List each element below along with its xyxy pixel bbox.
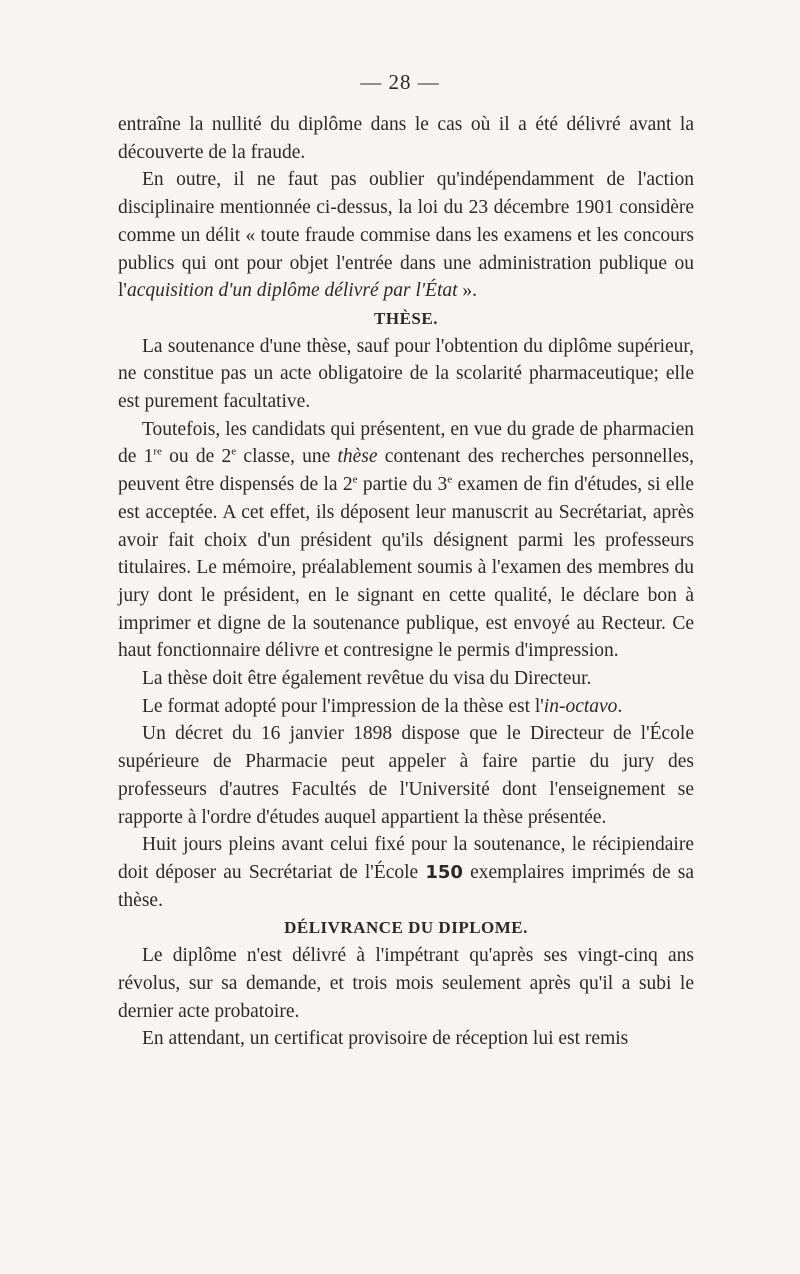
paragraph-decret: Un décret du 16 janvier 1898 dispose que le Directeur de l'École supérieure de Pharmacie peut appeler à faire partie du jury des professeurs d'autres Facultés de l'Université dont l'enseignement se rapporte à l'ordre d'études auquel appartient la thèse présentée. xyxy=(118,723,694,828)
paragraph-diplome: Le diplôme n'est délivré à l'impétrant qu'après ses vingt-cinq ans révolus, sur sa demande, et trois mois seulement après qu'il a subi le dernier acte probatoire. xyxy=(118,945,694,1022)
italic-word: in-octavo xyxy=(543,695,618,717)
paragraph-text: En outre, il ne faut pas oublier qu'indépendamment de l'action disciplinaire mentionnée ci-dessus, la loi du 23 décembre 1901 considère comme un délit « toute fraude commise dans les examens et les concours publics qui ont pour objet l'entrée dans une administration publique ou l' xyxy=(118,169,694,302)
section-heading-delivrance: DÉLIVRANCE DU DIPLOME. xyxy=(284,918,528,938)
paragraph-text: Huit jours pleins avant celui fixé pour la soutenance, le récipiendaire doit déposer au Secrétariat de l'École xyxy=(118,834,694,883)
italic-phrase: acquisition d'un diplôme délivré par l'État xyxy=(126,280,458,302)
paragraph-text: partie du 3 xyxy=(357,474,448,496)
superscript: re xyxy=(153,445,162,458)
paragraph-continuation: entraîne la nullité du diplôme dans le cas où il a été délivré avant la découverte de la fraude. xyxy=(118,114,694,163)
paragraph-text: Le format adopté pour l'impression de la thèse est l' xyxy=(142,695,544,717)
paragraph-end: . xyxy=(617,695,623,717)
paragraph-visa: La thèse doit être également revêtue du visa du Directeur. xyxy=(142,668,592,690)
paragraph-exemplaires xyxy=(118,831,694,914)
paragraph-certificat: En attendant, un certificat provisoire de réception lui est remis xyxy=(142,1028,629,1050)
paragraph-text: ou de 2 xyxy=(161,446,232,468)
paragraph-text: Toutefois, les candidats qui présentent, en vue du grade de pharmacien de 1 xyxy=(118,418,694,468)
copies-count: 150 xyxy=(425,861,463,883)
section-heading-these: THÈSE. xyxy=(374,308,438,328)
superscript: e xyxy=(447,473,453,486)
paragraph-candidats xyxy=(118,416,694,665)
superscript: e xyxy=(352,473,358,486)
paragraph-text: examen de fin d'études, si elle est acceptée. A cet effet, ils déposent leur manuscrit au Secrétariat, après avoir fait choix d'un président qu'ils désignent parmi les professeurs titulaires. Le mémoire, préalablement soumis à l'examen des membres du jury dont le président, en le signant en cette qualité, le déclare bon à imprimer et digne de la soutenance publique, est envoyé au Recteur. Ce haut fonctionnaire délivre et contresigne le permis d'impression. xyxy=(118,474,695,662)
paragraph-end: ». xyxy=(457,280,478,302)
paragraph-fraud-law xyxy=(118,166,694,305)
paragraph-text: classe, une xyxy=(236,446,338,468)
body-text xyxy=(118,111,694,1053)
italic-word: thèse xyxy=(337,446,378,468)
paragraph-text: contenant des recherches personnelles, peuvent être dispensés de la 2 xyxy=(118,446,694,496)
page-number: — 28 — xyxy=(360,70,440,94)
paragraph-format xyxy=(118,693,694,721)
superscript: e xyxy=(231,445,237,458)
paragraph-text: exemplaires imprimés de sa thèse. xyxy=(118,861,695,911)
paragraph-soutenance: La soutenance d'une thèse, sauf pour l'obtention du diplôme supérieur, ne constitue pas un acte obligatoire de la scolarité pharmaceutique; elle est purement facultative. xyxy=(118,335,694,413)
